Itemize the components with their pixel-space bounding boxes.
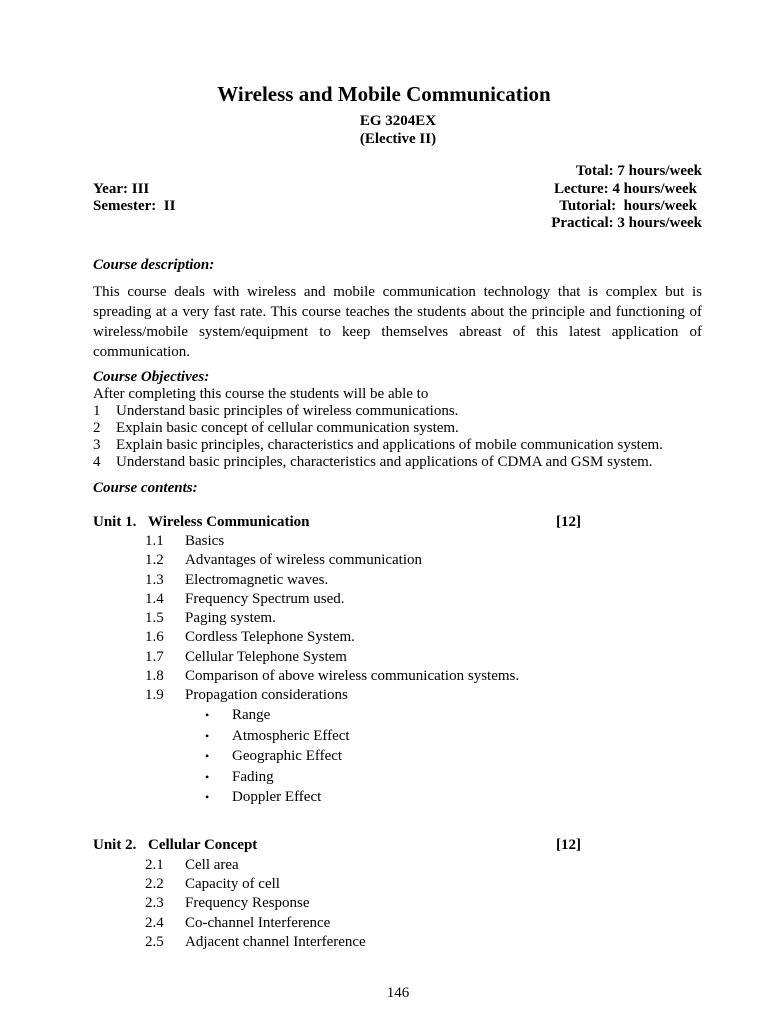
topic-number: 2.2 [145,876,164,892]
objective-item [93,403,458,420]
unit-number: Unit 2. [93,837,137,853]
bullet-text: Geographic Effect [232,748,343,764]
topic-text: Propagation considerations [185,687,348,703]
unit-title: Cellular Concept [148,837,258,853]
topic-item [145,876,280,893]
topic-item [145,857,239,874]
bullet-item [205,769,274,786]
bullet-text: Atmospheric Effect [232,728,350,744]
bullet-icon: • [205,790,210,804]
objective-number: 2 [93,420,101,436]
topic-number: 1.7 [145,649,164,665]
topic-number: 1.5 [145,610,164,626]
course-objectives-heading: Course Objectives: [93,369,210,385]
topic-text: Electromagnetic waves. [185,572,329,588]
topic-item [145,552,422,569]
topic-text: Frequency Response [185,895,310,911]
bullet-text: Range [232,707,271,723]
topic-item [145,591,345,608]
topic-item [145,668,519,685]
bullet-item [205,748,342,765]
objective-item [93,454,653,471]
bullet-item [205,728,350,745]
course-description-heading: Course description: [93,257,215,273]
document-title: Wireless and Mobile Communication [217,82,551,106]
topic-text: Capacity of cell [185,876,280,892]
topic-text: Comparison of above wireless communication systems. [185,668,520,684]
objective-number: 3 [93,437,101,453]
topic-number: 2.4 [145,915,164,931]
unit-hours: [12] [556,514,581,530]
topic-text: Co-channel Interference [185,915,331,931]
topic-item [145,649,347,666]
topic-number: 1.3 [145,572,164,588]
total-hours: Total: 7 hours/week [575,163,702,179]
course-code: EG 3204EX [359,113,437,129]
topic-text: Cordless Telephone System. [185,629,355,645]
objective-text: Understand basic principles of wireless communications. [116,403,459,419]
topic-text: Cellular Telephone System [185,649,347,665]
bullet-item [205,707,270,724]
objective-item [93,437,663,454]
objectives-intro: After completing this course the students will be able to [93,386,429,402]
course-description-text: This course deals with wireless and mobile communication technology that is complex but is spreading at a very fast rate. This course teaches the students about the principle and functioning of wireless/mobile system/equipment to keep themselves abreast of this latest application of communication. [93,284,702,360]
objective-text: Explain basic concept of cellular communication system. [116,420,459,436]
bullet-icon: • [205,770,210,784]
objective-item [93,420,459,437]
topic-text: Paging system. [185,610,276,626]
topic-text: Advantages of wireless communication [185,552,423,568]
topic-text: Frequency Spectrum used. [185,591,345,607]
topic-number: 2.5 [145,934,164,950]
topic-item [145,895,310,912]
objective-number: 1 [93,403,101,419]
unit-title: Wireless Communication [148,514,310,530]
topic-number: 2.3 [145,895,164,911]
objective-number: 4 [93,454,101,470]
topic-item [145,687,348,704]
tutorial-hours: Tutorial: hours/week [559,198,697,214]
topic-text: Cell area [185,857,239,873]
topic-number: 1.2 [145,552,164,568]
topic-number: 1.9 [145,687,164,703]
unit-number: Unit 1. [93,514,137,530]
bullet-icon: • [205,708,210,722]
topic-text: Adjacent channel Interference [185,934,366,950]
bullet-item [205,789,321,806]
elective-label: (Elective II) [359,131,437,147]
objective-text: Explain basic principles, characteristics and applications of mobile communication system. [116,437,663,453]
practical-hours: Practical: 3 hours/week [551,215,702,231]
topic-item [145,629,355,646]
topic-number: 2.1 [145,857,164,873]
page-number: 146 [386,985,410,1001]
topic-item [145,533,224,550]
unit-heading [93,514,310,531]
bullet-icon: • [205,729,210,743]
topic-item [145,915,330,932]
unit-hours: [12] [556,837,581,853]
topic-item [145,934,366,951]
unit-heading [93,837,257,854]
topic-item [145,572,328,589]
lecture-hours: Lecture: 4 hours/week [553,181,697,197]
topic-text: Basics [185,533,225,549]
objective-text: Understand basic principles, characteristics and applications of CDMA and GSM system. [116,454,653,470]
topic-number: 1.6 [145,629,164,645]
bullet-text: Doppler Effect [232,789,322,805]
topic-number: 1.4 [145,591,164,607]
topic-item [145,610,276,627]
year-label: Year: III [93,181,150,197]
bullet-icon: • [205,749,210,763]
course-contents-heading: Course contents: [93,480,198,496]
topic-number: 1.1 [145,533,164,549]
topic-number: 1.8 [145,668,164,684]
semester-label: Semester: II [93,198,176,214]
bullet-text: Fading [232,769,274,785]
